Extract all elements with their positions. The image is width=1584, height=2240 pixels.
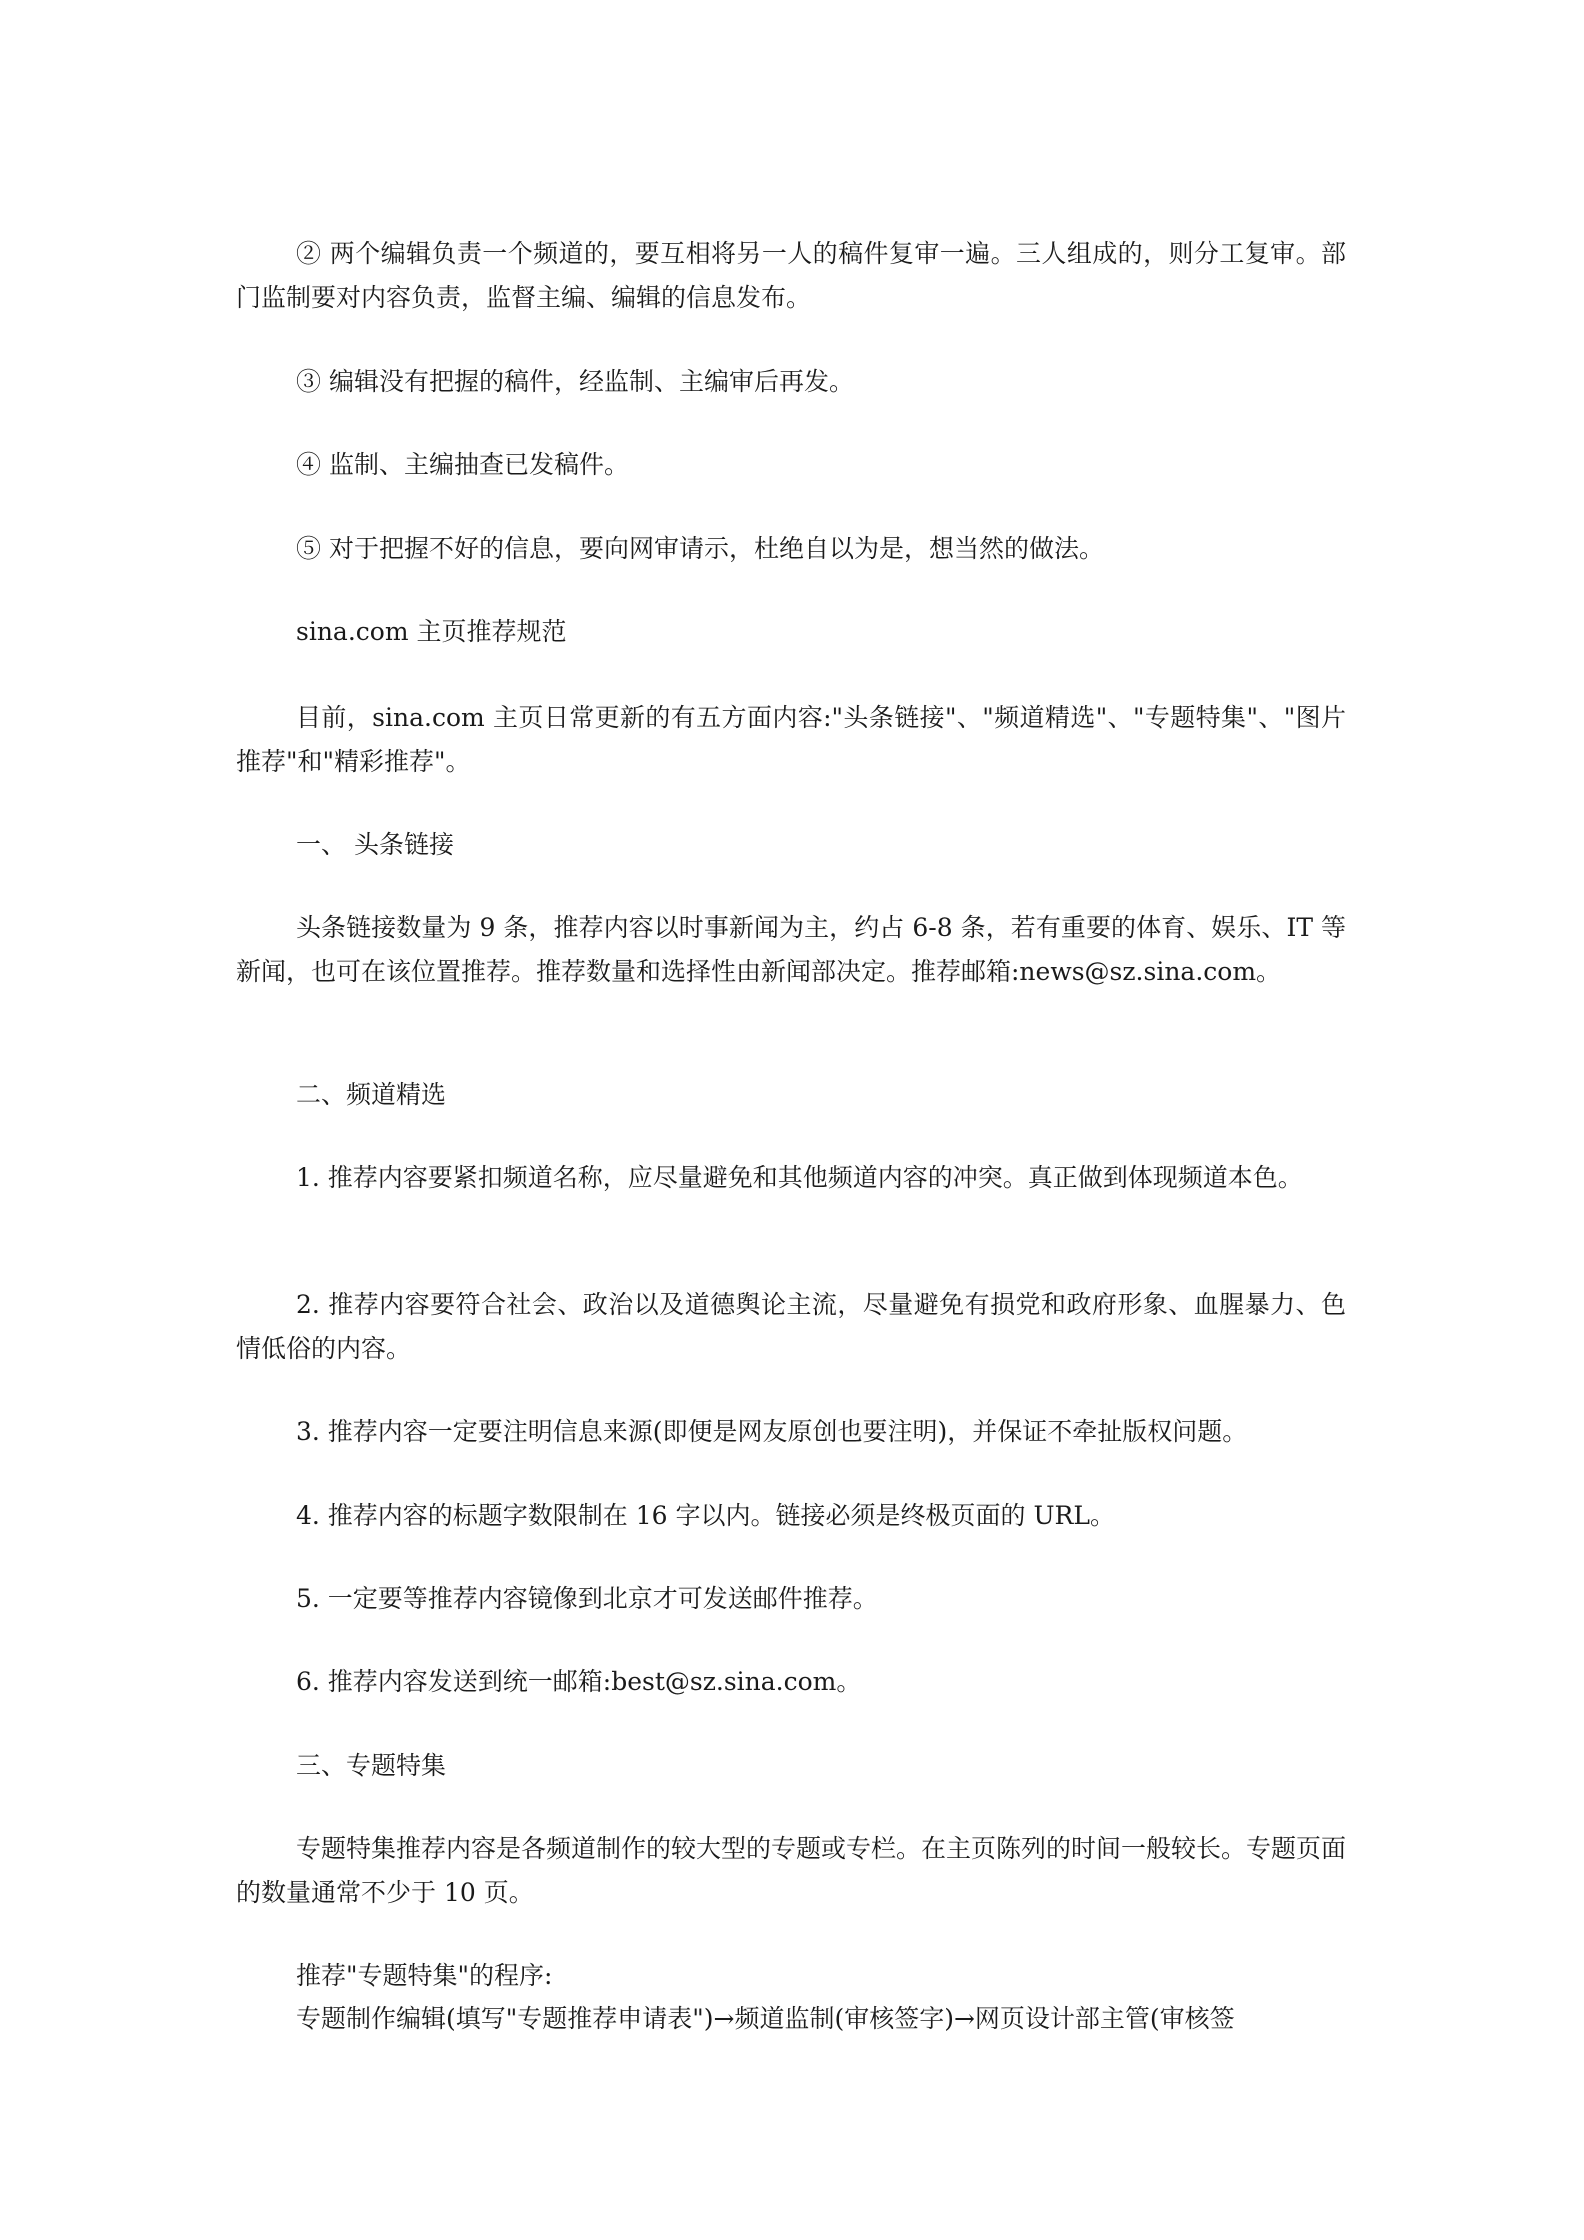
- list-item-channel-rule-5: 5. 一定要等推荐内容镜像到北京才可发送邮件推荐。: [296, 1584, 878, 1613]
- paragraph-headline-links: 头条链接数量为 9 条，推荐内容以时事新闻为主，约占 6-8 条，若有重要的体育、娱乐、IT 等新闻，也可在该位置推荐。推荐数量和选择性由新闻部决定。推荐邮箱:news@sz.sina.com。: [236, 913, 1346, 986]
- paragraph-review-two-editors: ② 两个编辑负责一个频道的，要互相将另一人的稿件复审一遍。三人组成的，则分工复审。部门监制要对内容负责，监督主编、编辑的信息发布。: [236, 239, 1346, 312]
- heading-channel-picks: 二、频道精选: [296, 1080, 447, 1109]
- paragraph-special-topics-procedure: 专题制作编辑(填写"专题推荐申请表")→频道监制(审核签字)→网页设计部主管(审核签: [296, 2004, 1235, 2033]
- paragraph-special-topics: 专题特集推荐内容是各频道制作的较大型的专题或专栏。在主页陈列的时间一般较长。专题页面的数量通常不少于 10 页。: [236, 1834, 1347, 1907]
- list-item-channel-rule-2: 2. 推荐内容要符合社会、政治以及道德舆论主流，尽量避免有损党和政府形象、血腥暴力、色情低俗的内容。: [236, 1290, 1346, 1363]
- section-heading-homepage-rules: sina.com 主页推荐规范: [296, 617, 567, 646]
- list-item-channel-rule-3: 3. 推荐内容一定要注明信息来源(即便是网友原创也要注明)，并保证不牵扯版权问题。: [296, 1417, 1248, 1446]
- paragraph-ask-review: ⑤ 对于把握不好的信息，要向网审请示，杜绝自以为是，想当然的做法。: [296, 534, 1104, 563]
- heading-special-topics-procedure: 推荐"专题特集"的程序:: [296, 1961, 553, 1990]
- heading-headline-links: 一、 头条链接: [296, 830, 454, 859]
- list-item-channel-rule-4: 4. 推荐内容的标题字数限制在 16 字以内。链接必须是终极页面的 URL。: [296, 1501, 1115, 1530]
- paragraph-intro-five-areas: 目前，sina.com 主页日常更新的有五方面内容:"头条链接"、"频道精选"、"专题特集"、"图片推荐"和"精彩推荐"。: [236, 703, 1346, 776]
- list-item-channel-rule-6: 6. 推荐内容发送到统一邮箱:best@sz.sina.com。: [296, 1667, 862, 1696]
- paragraph-spot-check: ④ 监制、主编抽查已发稿件。: [296, 450, 629, 479]
- heading-special-topics: 三、专题特集: [296, 1751, 447, 1780]
- list-item-channel-rule-1: 1. 推荐内容要紧扣频道名称，应尽量避免和其他频道内容的冲突。真正做到体现频道本色。: [296, 1163, 1303, 1192]
- paragraph-review-uncertain: ③ 编辑没有把握的稿件，经监制、主编审后再发。: [296, 367, 854, 396]
